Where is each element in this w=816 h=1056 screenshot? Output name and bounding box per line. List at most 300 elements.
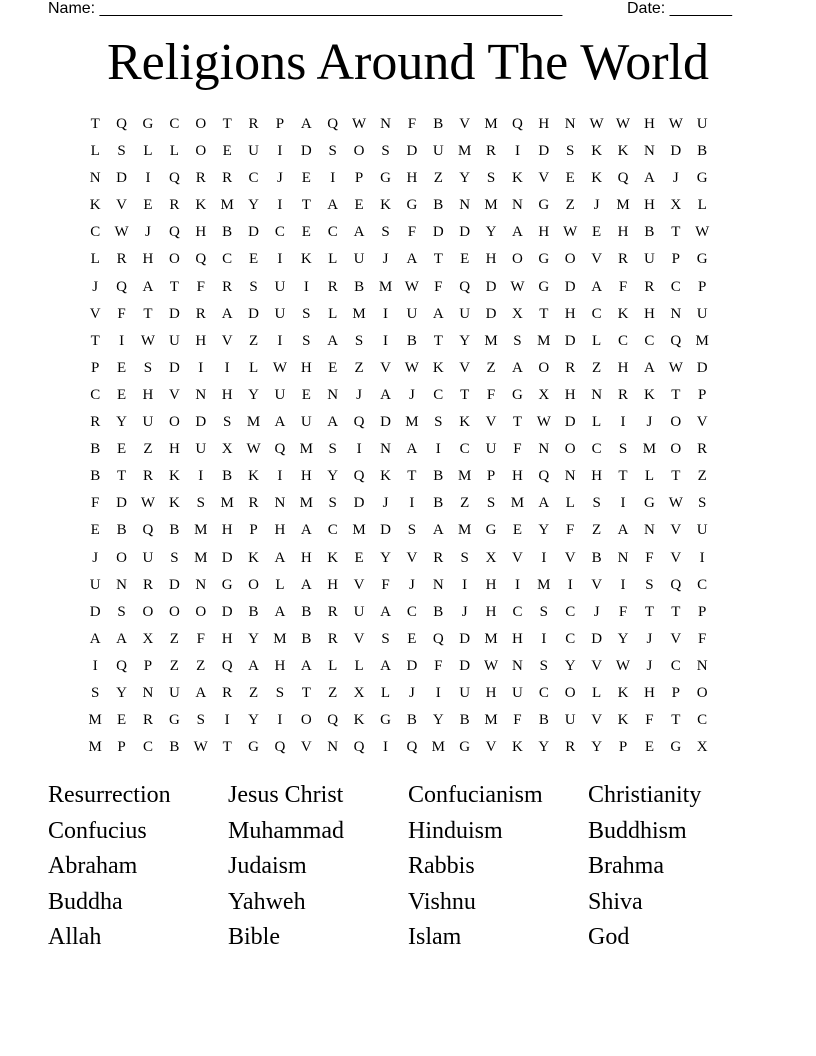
grid-letter[interactable]: P <box>698 386 707 403</box>
grid-letter[interactable]: G <box>696 170 708 187</box>
grid-letter[interactable]: H <box>485 684 497 701</box>
grid-letter[interactable]: B <box>301 603 312 620</box>
grid-letter[interactable]: D <box>380 414 391 431</box>
grid-letter[interactable]: O <box>353 143 365 160</box>
grid-letter[interactable]: P <box>618 739 628 756</box>
grid-letter[interactable]: Y <box>538 522 550 539</box>
grid-letter[interactable]: H <box>300 359 312 376</box>
grid-letter[interactable]: P <box>275 116 285 132</box>
grid-letter[interactable]: V <box>380 359 391 376</box>
grid-letter[interactable]: K <box>591 170 603 187</box>
grid-letter[interactable]: F <box>698 630 707 647</box>
grid-letter[interactable]: M <box>431 739 445 756</box>
grid-letter[interactable]: P <box>486 468 496 485</box>
grid-letter[interactable]: M <box>194 522 208 539</box>
grid-letter[interactable]: H <box>485 603 497 620</box>
grid-letter[interactable]: A <box>380 657 391 674</box>
grid-letter[interactable]: N <box>591 386 603 403</box>
grid-letter[interactable]: C <box>591 305 602 322</box>
grid-letter[interactable]: B <box>697 143 708 160</box>
grid-letter[interactable]: T <box>671 603 681 620</box>
grid-letter[interactable]: Q <box>353 468 365 485</box>
grid-letter[interactable]: F <box>91 495 100 512</box>
grid-letter[interactable]: E <box>90 522 100 539</box>
grid-letter[interactable]: A <box>617 522 629 539</box>
grid-letter[interactable]: N <box>564 468 576 485</box>
grid-letter[interactable]: I <box>277 712 283 729</box>
grid-letter[interactable]: V <box>89 305 101 322</box>
grid-letter[interactable]: E <box>117 441 127 458</box>
grid-letter[interactable]: J <box>408 386 415 403</box>
grid-letter[interactable]: U <box>406 305 418 322</box>
grid-letter[interactable]: Q <box>432 630 444 647</box>
grid-letter[interactable]: V <box>168 386 180 403</box>
grid-letter[interactable]: G <box>168 712 180 729</box>
grid-letter[interactable]: G <box>538 251 550 268</box>
grid-letter[interactable]: R <box>142 712 153 729</box>
grid-letter[interactable]: S <box>486 495 496 512</box>
grid-letter[interactable]: X <box>142 630 154 647</box>
grid-letter[interactable]: S <box>381 630 390 647</box>
grid-letter[interactable]: H <box>221 386 233 403</box>
grid-letter[interactable]: T <box>618 468 628 485</box>
grid-letter[interactable]: K <box>380 468 391 485</box>
grid-letter[interactable]: T <box>671 386 681 403</box>
grid-letter[interactable]: M <box>352 305 366 322</box>
grid-letter[interactable]: K <box>89 197 101 214</box>
grid-letter[interactable]: H <box>643 116 655 132</box>
grid-letter[interactable]: I <box>620 414 626 431</box>
grid-letter[interactable]: H <box>142 386 154 403</box>
grid-letter[interactable]: P <box>671 684 680 701</box>
grid-letter[interactable]: M <box>88 712 102 729</box>
grid-letter[interactable]: N <box>89 170 101 187</box>
grid-letter[interactable]: O <box>670 414 682 431</box>
grid-letter[interactable]: A <box>327 332 339 349</box>
grid-letter[interactable]: C <box>697 712 708 729</box>
grid-letter[interactable]: J <box>145 224 151 241</box>
grid-letter[interactable]: I <box>224 359 230 376</box>
grid-letter[interactable]: R <box>116 251 127 268</box>
grid-letter[interactable]: F <box>117 305 126 322</box>
grid-letter[interactable]: I <box>277 468 283 485</box>
grid-letter[interactable]: Y <box>380 549 391 566</box>
grid-letter[interactable]: V <box>591 251 603 268</box>
grid-letter[interactable]: O <box>512 251 523 268</box>
grid-letter[interactable]: T <box>90 116 100 132</box>
grid-letter[interactable]: N <box>643 522 655 539</box>
grid-letter[interactable]: K <box>195 197 207 214</box>
grid-letter[interactable]: S <box>328 143 337 160</box>
grid-letter[interactable]: A <box>300 522 312 539</box>
grid-letter[interactable]: Q <box>116 278 127 295</box>
grid-letter[interactable]: D <box>195 414 207 431</box>
grid-letter[interactable]: O <box>142 603 154 620</box>
grid-letter[interactable]: Y <box>459 170 471 187</box>
grid-letter[interactable]: W <box>404 278 419 295</box>
grid-letter[interactable]: X <box>485 549 497 566</box>
grid-letter[interactable]: D <box>116 495 127 512</box>
grid-letter[interactable]: T <box>222 739 232 756</box>
grid-letter[interactable]: R <box>195 170 206 187</box>
grid-letter[interactable]: B <box>591 549 602 566</box>
grid-letter[interactable]: S <box>302 332 311 349</box>
grid-letter[interactable]: J <box>408 576 415 593</box>
grid-letter[interactable]: C <box>538 684 549 701</box>
grid-letter[interactable]: G <box>380 712 391 729</box>
grid-letter[interactable]: O <box>168 603 180 620</box>
grid-letter[interactable]: D <box>670 143 682 160</box>
grid-letter[interactable]: M <box>616 197 630 214</box>
grid-letter[interactable]: A <box>643 359 655 376</box>
grid-letter[interactable]: H <box>564 305 576 322</box>
grid-letter[interactable]: Q <box>353 414 365 431</box>
grid-letter[interactable]: V <box>485 739 497 756</box>
grid-letter[interactable]: H <box>538 116 550 132</box>
grid-letter[interactable]: A <box>142 278 154 295</box>
grid-letter[interactable]: T <box>433 251 443 268</box>
grid-letter[interactable]: R <box>169 197 180 214</box>
grid-letter[interactable]: Y <box>327 468 339 485</box>
grid-letter[interactable]: M <box>484 197 498 214</box>
grid-letter[interactable]: U <box>643 251 655 268</box>
grid-letter[interactable]: I <box>541 630 547 647</box>
grid-letter[interactable]: X <box>670 197 682 214</box>
grid-letter[interactable]: O <box>195 143 207 160</box>
grid-letter[interactable]: S <box>354 332 364 349</box>
grid-letter[interactable]: J <box>672 170 679 187</box>
grid-letter[interactable]: F <box>196 630 205 647</box>
grid-letter[interactable]: V <box>696 414 708 431</box>
grid-letter[interactable]: B <box>433 495 444 512</box>
grid-letter[interactable]: H <box>406 170 418 187</box>
grid-letter[interactable]: F <box>434 278 443 295</box>
grid-letter[interactable]: S <box>328 495 337 512</box>
grid-letter[interactable]: K <box>300 251 312 268</box>
grid-letter[interactable]: M <box>537 576 551 593</box>
grid-letter[interactable]: W <box>246 441 261 458</box>
grid-letter[interactable]: M <box>378 278 393 295</box>
grid-letter[interactable]: J <box>646 414 653 431</box>
grid-letter[interactable]: O <box>195 603 207 620</box>
grid-letter[interactable]: Y <box>248 712 259 729</box>
grid-letter[interactable]: I <box>382 739 388 756</box>
grid-letter[interactable]: R <box>248 495 259 512</box>
grid-letter[interactable]: R <box>222 170 233 187</box>
grid-letter[interactable]: G <box>643 495 655 512</box>
grid-letter[interactable]: D <box>406 143 418 160</box>
grid-letter[interactable]: N <box>116 576 127 593</box>
grid-letter[interactable]: J <box>646 657 653 674</box>
grid-letter[interactable]: W <box>615 657 631 674</box>
grid-letter[interactable]: V <box>564 549 576 566</box>
grid-letter[interactable]: K <box>617 143 629 160</box>
grid-letter[interactable]: F <box>196 278 205 295</box>
grid-letter[interactable]: A <box>380 603 391 620</box>
grid-letter[interactable]: O <box>168 414 180 431</box>
grid-letter[interactable]: A <box>274 414 286 431</box>
grid-letter[interactable]: G <box>696 251 708 268</box>
grid-letter[interactable]: D <box>485 278 497 295</box>
grid-letter[interactable]: G <box>248 739 259 756</box>
grid-letter[interactable]: I <box>92 657 98 674</box>
grid-letter[interactable]: T <box>143 305 153 322</box>
grid-letter[interactable]: Z <box>592 522 602 539</box>
grid-letter[interactable]: M <box>484 332 498 349</box>
grid-letter[interactable]: I <box>303 278 309 295</box>
grid-letter[interactable]: Y <box>485 224 497 241</box>
grid-letter[interactable]: Z <box>143 441 153 458</box>
grid-letter[interactable]: A <box>248 657 259 674</box>
grid-letter[interactable]: H <box>564 386 576 403</box>
grid-letter[interactable]: W <box>140 332 156 349</box>
grid-letter[interactable]: S <box>196 712 205 729</box>
grid-letter[interactable]: M <box>194 549 208 566</box>
grid-letter[interactable]: C <box>459 441 470 458</box>
grid-letter[interactable]: A <box>300 657 312 674</box>
grid-letter[interactable]: T <box>539 305 549 322</box>
grid-letter[interactable]: F <box>566 522 575 539</box>
grid-letter[interactable]: E <box>143 197 153 214</box>
grid-letter[interactable]: T <box>512 414 523 431</box>
grid-letter[interactable]: D <box>459 630 471 647</box>
grid-letter[interactable]: G <box>459 739 471 756</box>
grid-letter[interactable]: A <box>300 576 312 593</box>
grid-letter[interactable]: N <box>380 441 391 458</box>
grid-letter[interactable]: W <box>589 116 604 132</box>
grid-letter[interactable]: G <box>538 197 550 214</box>
grid-letter[interactable]: B <box>116 522 127 539</box>
grid-letter[interactable]: N <box>432 576 444 593</box>
date-field[interactable]: Date: _______ <box>627 0 732 17</box>
grid-letter[interactable]: R <box>195 305 206 322</box>
grid-letter[interactable]: I <box>330 170 336 187</box>
grid-letter[interactable]: R <box>697 441 708 458</box>
grid-letter[interactable]: D <box>168 305 180 322</box>
grid-letter[interactable]: W <box>668 116 683 132</box>
grid-letter[interactable]: F <box>407 224 417 241</box>
grid-letter[interactable]: N <box>327 386 339 403</box>
grid-letter[interactable]: G <box>406 197 418 214</box>
grid-letter[interactable]: L <box>644 468 654 485</box>
grid-letter[interactable]: H <box>617 359 629 376</box>
grid-letter[interactable]: O <box>248 576 259 593</box>
grid-letter[interactable]: L <box>592 414 602 431</box>
grid-letter[interactable]: K <box>512 739 523 756</box>
grid-letter[interactable]: V <box>353 576 365 593</box>
grid-letter[interactable]: D <box>248 224 259 241</box>
grid-letter[interactable]: Y <box>116 684 127 701</box>
grid-letter[interactable]: V <box>300 739 312 756</box>
grid-letter[interactable]: S <box>249 278 258 295</box>
grid-letter[interactable]: D <box>432 224 444 241</box>
grid-letter[interactable]: J <box>277 170 283 187</box>
grid-letter[interactable]: R <box>433 549 444 566</box>
grid-letter[interactable]: Z <box>169 630 179 647</box>
grid-letter[interactable]: W <box>272 359 288 376</box>
grid-letter[interactable]: N <box>459 197 471 214</box>
grid-letter[interactable]: A <box>643 170 655 187</box>
grid-letter[interactable]: T <box>407 468 417 485</box>
grid-letter[interactable]: R <box>327 278 338 295</box>
grid-letter[interactable]: Q <box>353 739 365 756</box>
grid-letter[interactable]: D <box>696 359 708 376</box>
grid-letter[interactable]: C <box>222 251 233 268</box>
grid-letter[interactable]: D <box>564 332 576 349</box>
grid-letter[interactable]: X <box>221 441 233 458</box>
grid-letter[interactable]: J <box>356 386 363 403</box>
grid-letter[interactable]: A <box>432 305 444 322</box>
grid-letter[interactable]: G <box>142 116 154 132</box>
grid-letter[interactable]: H <box>274 657 286 674</box>
grid-letter[interactable]: B <box>406 332 417 349</box>
grid-letter[interactable]: V <box>512 549 523 566</box>
grid-letter[interactable]: R <box>644 278 655 295</box>
grid-letter[interactable]: C <box>565 630 576 647</box>
grid-letter[interactable]: U <box>353 251 365 268</box>
grid-letter[interactable]: V <box>353 630 365 647</box>
grid-letter[interactable]: T <box>671 224 681 241</box>
grid-letter[interactable]: W <box>483 657 499 674</box>
grid-letter[interactable]: I <box>277 197 283 214</box>
grid-letter[interactable]: W <box>536 414 551 431</box>
grid-letter[interactable]: E <box>460 251 470 268</box>
grid-letter[interactable]: L <box>90 143 100 160</box>
grid-letter[interactable]: E <box>512 522 523 539</box>
grid-letter[interactable]: U <box>274 278 286 295</box>
grid-letter[interactable]: Y <box>538 739 550 756</box>
grid-letter[interactable]: C <box>433 386 444 403</box>
grid-letter[interactable]: W <box>668 495 683 512</box>
grid-letter[interactable]: U <box>512 684 523 701</box>
grid-letter[interactable]: I <box>541 549 547 566</box>
grid-letter[interactable]: W <box>615 116 631 132</box>
grid-letter[interactable]: A <box>300 116 312 132</box>
grid-letter[interactable]: B <box>222 468 233 485</box>
grid-letter[interactable]: G <box>221 576 233 593</box>
grid-letter[interactable]: H <box>195 224 207 241</box>
grid-letter[interactable]: Z <box>169 657 179 674</box>
grid-letter[interactable]: W <box>404 359 419 376</box>
grid-letter[interactable]: D <box>459 224 471 241</box>
grid-letter[interactable]: R <box>565 739 576 756</box>
grid-letter[interactable]: F <box>381 576 390 593</box>
grid-letter[interactable]: U <box>142 414 154 431</box>
grid-letter[interactable]: T <box>644 603 654 620</box>
grid-letter[interactable]: K <box>432 359 444 376</box>
grid-letter[interactable]: C <box>512 603 523 620</box>
grid-letter[interactable]: K <box>327 549 339 566</box>
grid-letter[interactable]: S <box>275 684 285 701</box>
grid-letter[interactable]: A <box>195 684 207 701</box>
grid-letter[interactable]: Z <box>486 359 496 376</box>
grid-letter[interactable]: I <box>356 441 362 458</box>
grid-letter[interactable]: I <box>145 170 151 187</box>
grid-letter[interactable]: Z <box>196 657 206 674</box>
grid-letter[interactable]: B <box>406 712 417 729</box>
grid-letter[interactable]: D <box>380 522 391 539</box>
grid-letter[interactable]: N <box>195 576 207 593</box>
grid-letter[interactable]: I <box>224 712 230 729</box>
grid-letter[interactable]: N <box>617 549 629 566</box>
grid-letter[interactable]: D <box>300 143 312 160</box>
grid-letter[interactable]: Y <box>248 197 259 214</box>
grid-letter[interactable]: S <box>117 143 126 160</box>
grid-letter[interactable]: P <box>354 170 364 187</box>
grid-letter[interactable]: D <box>116 170 127 187</box>
grid-letter[interactable]: F <box>513 712 522 729</box>
grid-letter[interactable]: F <box>434 657 443 674</box>
grid-letter[interactable]: R <box>248 116 259 132</box>
grid-letter[interactable]: S <box>698 495 707 512</box>
grid-letter[interactable]: T <box>169 278 179 295</box>
grid-letter[interactable]: U <box>459 684 471 701</box>
grid-letter[interactable]: C <box>591 441 602 458</box>
grid-letter[interactable]: C <box>697 576 708 593</box>
grid-letter[interactable]: E <box>354 197 364 214</box>
grid-letter[interactable]: A <box>432 522 444 539</box>
grid-letter[interactable]: D <box>221 603 233 620</box>
grid-letter[interactable]: F <box>513 441 522 458</box>
grid-letter[interactable]: T <box>222 116 232 132</box>
grid-letter[interactable]: U <box>300 414 312 431</box>
grid-letter[interactable]: N <box>274 495 286 512</box>
grid-letter[interactable]: D <box>248 305 259 322</box>
grid-letter[interactable]: S <box>460 549 469 566</box>
grid-letter[interactable]: N <box>195 386 207 403</box>
grid-letter[interactable]: A <box>512 359 523 376</box>
grid-letter[interactable]: J <box>92 549 99 566</box>
grid-letter[interactable]: E <box>301 170 311 187</box>
grid-letter[interactable]: E <box>644 739 654 756</box>
grid-letter[interactable]: D <box>221 549 233 566</box>
grid-letter[interactable]: T <box>671 712 681 729</box>
grid-letter[interactable]: D <box>168 576 180 593</box>
grid-letter[interactable]: I <box>277 143 283 160</box>
grid-letter[interactable]: J <box>382 495 389 512</box>
grid-letter[interactable]: W <box>563 224 578 241</box>
grid-letter[interactable]: L <box>697 197 707 214</box>
grid-letter[interactable]: K <box>168 468 180 485</box>
grid-letter[interactable]: S <box>434 414 443 431</box>
grid-letter[interactable]: I <box>198 468 204 485</box>
grid-letter[interactable]: U <box>274 305 286 322</box>
grid-letter[interactable]: B <box>301 630 312 647</box>
grid-letter[interactable]: O <box>116 549 127 566</box>
grid-letter[interactable]: U <box>168 332 180 349</box>
grid-letter[interactable]: Z <box>592 359 602 376</box>
grid-letter[interactable]: G <box>538 278 550 295</box>
grid-letter[interactable]: Z <box>354 359 364 376</box>
grid-letter[interactable]: V <box>116 197 127 214</box>
grid-letter[interactable]: L <box>380 684 391 701</box>
grid-letter[interactable]: D <box>564 414 576 431</box>
grid-letter[interactable]: U <box>696 305 708 322</box>
grid-letter[interactable]: Q <box>168 170 180 187</box>
grid-letter[interactable]: U <box>274 386 286 403</box>
grid-letter[interactable]: W <box>510 278 525 295</box>
grid-letter[interactable]: K <box>617 712 629 729</box>
grid-letter[interactable]: B <box>354 278 365 295</box>
grid-letter[interactable]: W <box>140 495 156 512</box>
grid-letter[interactable]: S <box>381 224 390 241</box>
grid-letter[interactable]: R <box>222 278 233 295</box>
grid-letter[interactable]: X <box>538 386 550 403</box>
grid-letter[interactable]: B <box>169 739 180 756</box>
grid-letter[interactable]: J <box>593 603 600 620</box>
grid-letter[interactable]: Q <box>274 739 286 756</box>
grid-letter[interactable]: P <box>698 278 707 295</box>
